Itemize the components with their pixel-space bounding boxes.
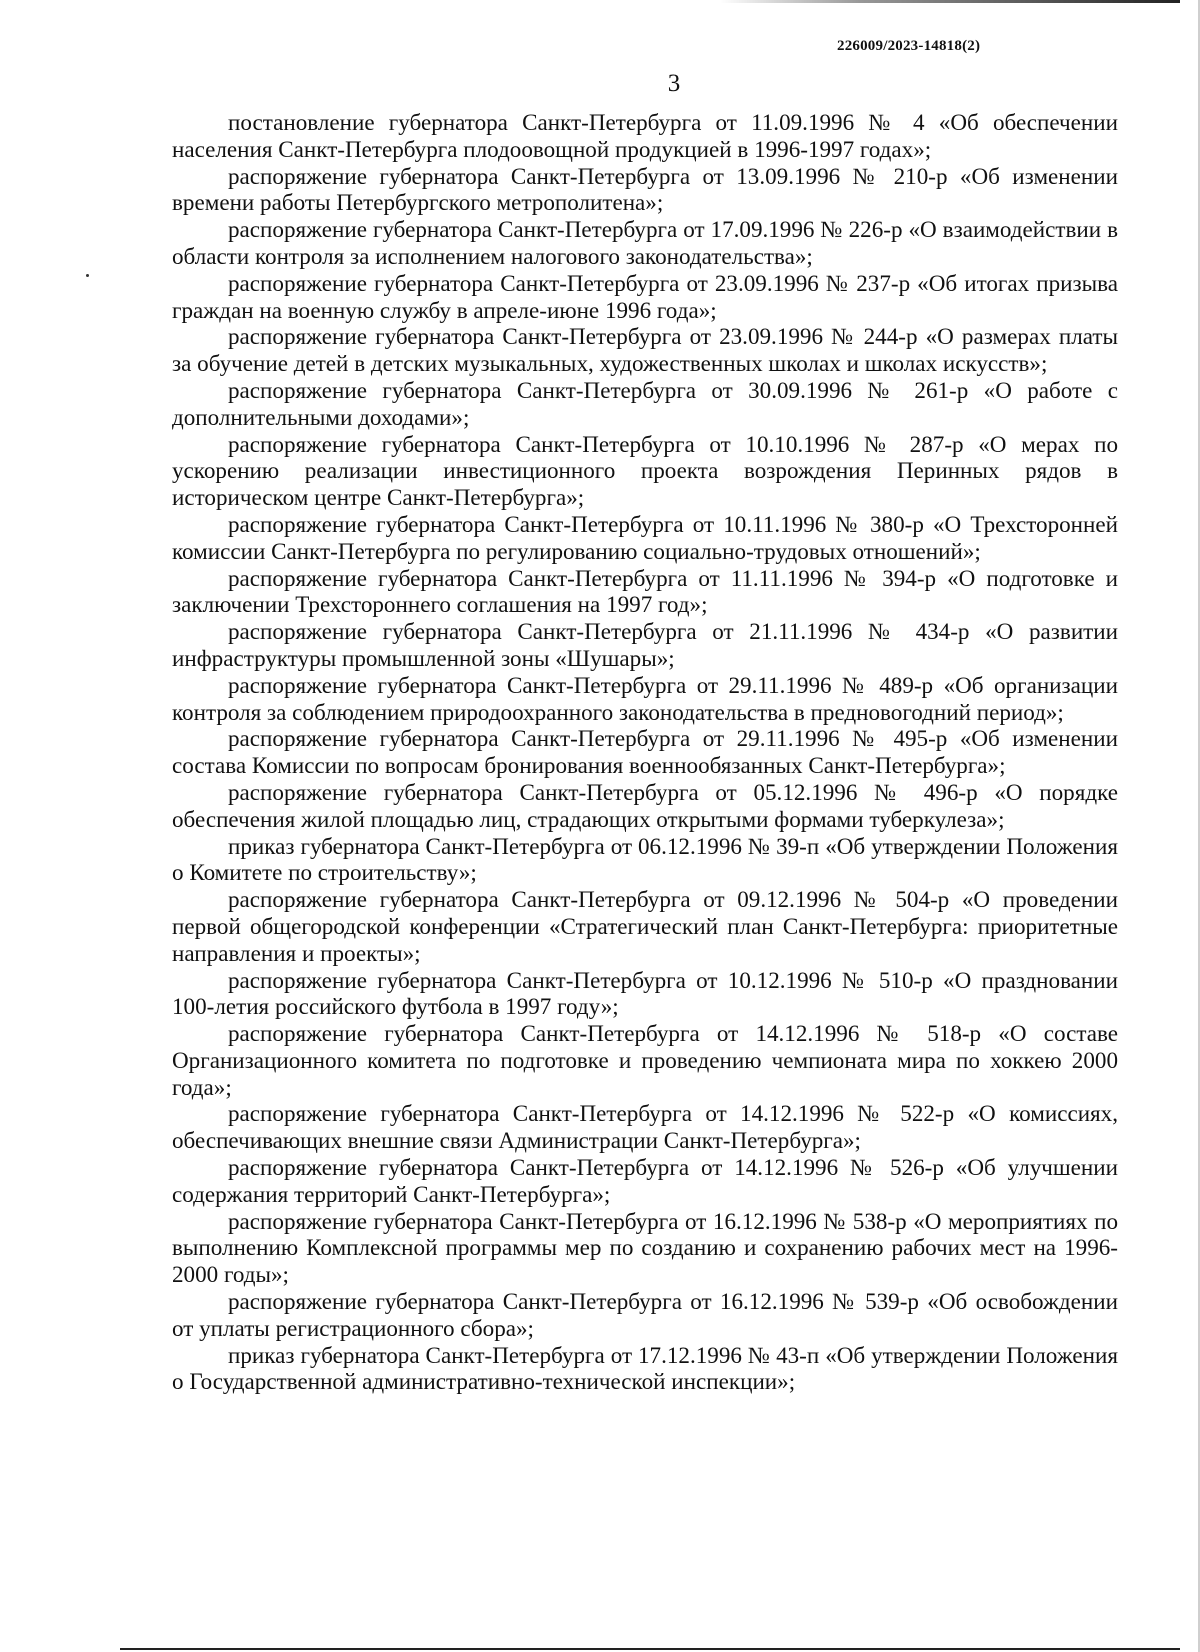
document-number: 226009/2023-14818(2) — [837, 38, 981, 54]
list-item: распоряжение губернатора Санкт-Петербурга от 10.11.1996 № 380-р «О Трехсторонней комиссии Санкт-Петербурга по регулированию социально-трудовых отношений»; — [172, 510, 1118, 564]
list-item: распоряжение губернатора Санкт-Петербурга от 16.12.1996 № 539-р «Об освобождении от уплаты регистрационного сбора»; — [172, 1288, 1118, 1341]
list-item: распоряжение губернатора Санкт-Петербурга от 09.12.1996 № 504-р «О проведении первой общегородской конференции «Стратегический план Санкт-Петербурга: приоритетные направления и проекты»; — [172, 886, 1118, 966]
list-item: приказ губернатора Санкт-Петербурга от 17.12.1996 № 43-п «Об утверждении Положения о Государственной административно-технической инспекции»; — [172, 1341, 1118, 1395]
list-item: распоряжение губернатора Санкт-Петербурга от 14.12.1996 № 526-р «Об улучшении содержания территорий Санкт-Петербурга»; — [172, 1154, 1118, 1207]
list-item: распоряжение губернатора Санкт-Петербурга от 14.12.1996 № 518-р «О составе Организационного комитета по подготовке и проведению чемпионата мира по хоккею 2000 года»; — [172, 1020, 1118, 1100]
list-item: распоряжение губернатора Санкт-Петербурга от 17.09.1996 № 226-р «О взаимодействии в области контроля за исполнением налогового законодательства»; — [172, 216, 1118, 269]
list-item: распоряжение губернатора Санкт-Петербурга от 10.10.1996 № 287-р «О мерах по ускорению реализации инвестиционного проекта возрождения Перинных рядов в историческом центре Санкт-Петербурга»; — [172, 430, 1118, 511]
list-item: постановление губернатора Санкт-Петербурга от 11.09.1996 № 4 «Об обеспечении населения Санкт-Петербурга плодоовощной продукцией в 1996-1997 годах»; — [172, 109, 1118, 162]
list-item: распоряжение губернатора Санкт-Петербурга от 30.09.1996 № 261-р «О работе с дополнительными доходами»; — [172, 376, 1118, 430]
document-body — [172, 109, 1118, 1395]
list-item: распоряжение губернатора Санкт-Петербурга от 23.09.1996 № 237-р «Об итогах призыва граждан на военную службу в апреле-июне 1996 года»; — [172, 269, 1118, 323]
scan-edge-top — [720, 0, 1180, 3]
list-item: распоряжение губернатора Санкт-Петербурга от 16.12.1996 № 538-р «О мероприятиях по выполнению Комплексной программы мер по созданию и сохранению рабочих мест на 1996-2000 годы»; — [172, 1207, 1118, 1288]
list-item: распоряжение губернатора Санкт-Петербурга от 14.12.1996 № 522-р «О комиссиях, обеспечивающих внешние связи Администрации Санкт-Петербурга»; — [172, 1100, 1118, 1154]
list-item: распоряжение губернатора Санкт-Петербурга от 10.12.1996 № 510-р «О праздновании 100-летия российского футбола в 1997 году»; — [172, 966, 1118, 1020]
list-item: приказ губернатора Санкт-Петербурга от 06.12.1996 № 39-п «Об утверждении Положения о Комитете по строительству»; — [172, 832, 1118, 886]
list-item: распоряжение губернатора Санкт-Петербурга от 29.11.1996 № 495-р «Об изменении состава Комиссии по вопросам бронирования военнообязанных Санкт-Петербурга»; — [172, 725, 1118, 779]
page-number: 3 — [667, 70, 681, 97]
scan-speck — [86, 274, 89, 277]
list-item: распоряжение губернатора Санкт-Петербурга от 05.12.1996 № 496-р «О порядке обеспечения жилой площадью лиц, страдающих открытыми формами туберкулеза»; — [172, 778, 1118, 832]
list-item: распоряжение губернатора Санкт-Петербурга от 21.11.1996 № 434-р «О развитии инфраструктуры промышленной зоны «Шушары»; — [172, 618, 1118, 671]
list-item: распоряжение губернатора Санкт-Петербурга от 13.09.1996 № 210-р «Об изменении времени работы Петербургского метрополитена»; — [172, 162, 1118, 216]
list-item: распоряжение губернатора Санкт-Петербурга от 23.09.1996 № 244-р «О размерах платы за обучение детей в детских музыкальных, художественных школах и школах искусств»; — [172, 323, 1118, 377]
list-item: распоряжение губернатора Санкт-Петербурга от 11.11.1996 № 394-р «О подготовке и заключении Трехстороннего соглашения на 1997 год»; — [172, 564, 1118, 618]
list-item: распоряжение губернатора Санкт-Петербурга от 29.11.1996 № 489-р «Об организации контроля за соблюдением природоохранного законодательства в предновогодний период»; — [172, 671, 1118, 725]
scan-edge-bottom — [120, 1648, 1180, 1650]
